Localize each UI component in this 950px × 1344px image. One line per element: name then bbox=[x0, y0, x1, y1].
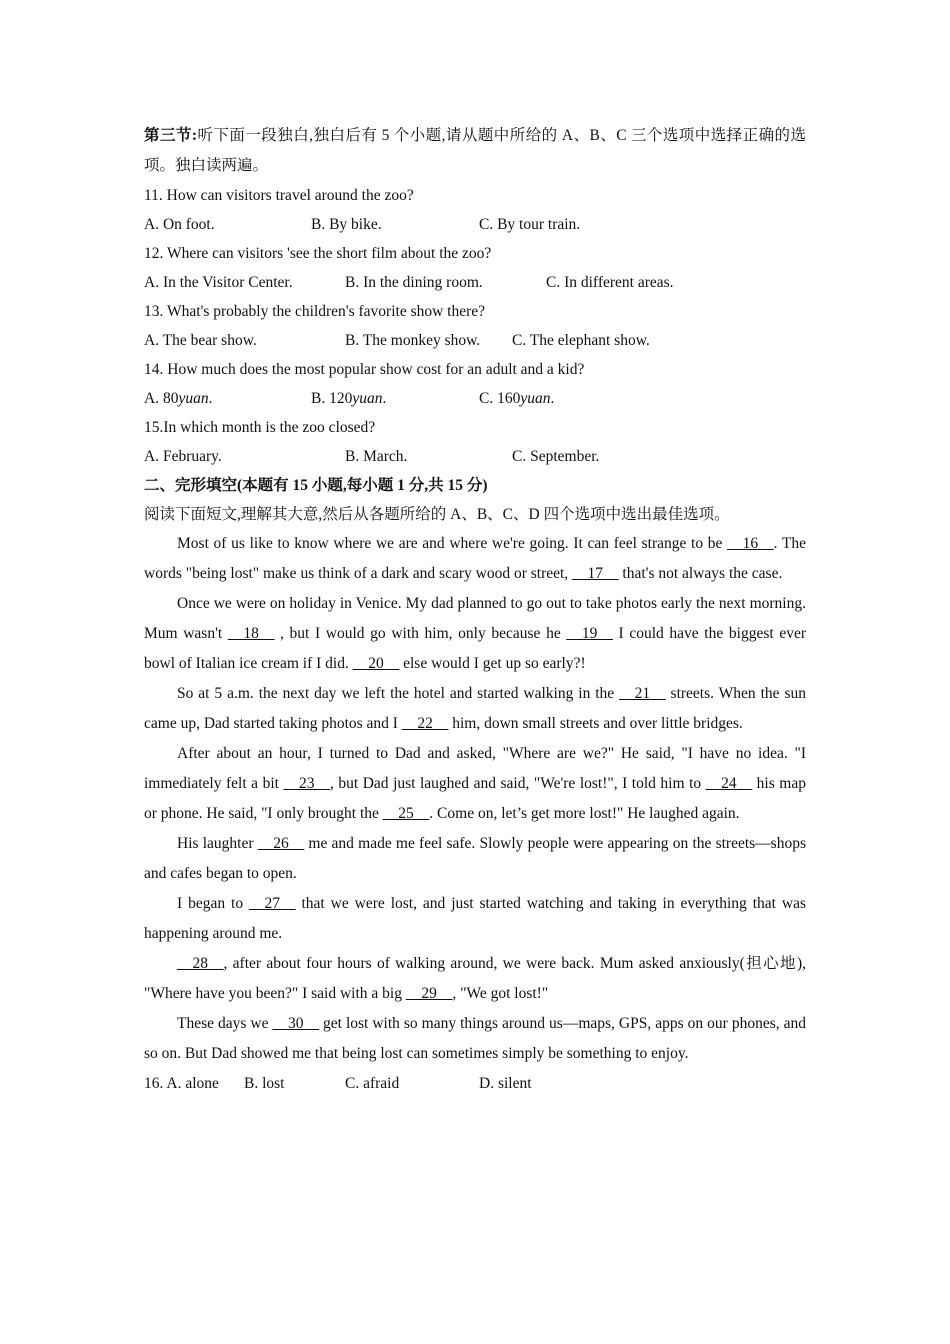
blank-16: __16__ bbox=[727, 535, 774, 552]
passage-paragraph-3: So at 5 a.m. the next day we left the hotel and started walking in the __21__ streets. When the sun came up, Dad started taking photos and I __22__ him, down small streets and over little bridges. bbox=[144, 685, 807, 732]
option-b: B. The monkey show. bbox=[345, 332, 481, 349]
passage-paragraph-1: Most of us like to know where we are and where we're going. It can feel strange to be __16__. The words "being lost" make us think of a dark and scary wood or street, __17__ that's not always the case. bbox=[144, 535, 806, 582]
question-13-options bbox=[144, 326, 806, 355]
exam-page bbox=[144, 121, 806, 1098]
option-c: C. By tour train. bbox=[479, 216, 581, 233]
question-15-options bbox=[144, 442, 806, 471]
option-b: B. lost bbox=[244, 1075, 285, 1092]
blank-24: __24__ bbox=[705, 775, 753, 792]
option-c: C. The elephant show. bbox=[512, 332, 650, 349]
blank-22: __22__ bbox=[401, 715, 449, 732]
option-a: A. In the Visitor Center. bbox=[144, 274, 293, 291]
passage-paragraph-6: I began to __27__ that we were lost, and just started watching and taking in everything that was happening around me. bbox=[144, 895, 806, 942]
section3-heading: 第三节: bbox=[144, 127, 198, 144]
option-c: C. 160yuan. bbox=[479, 390, 555, 407]
question-12: 12. Where can visitors 'see the short film about the zoo? bbox=[144, 245, 492, 262]
option-b: B. 120yuan. bbox=[311, 390, 387, 407]
part2-heading: 二、完形填空(本题有 15 小题,每小题 1 分,共 15 分) bbox=[144, 477, 488, 494]
passage-paragraph-2: Once we were on holiday in Venice. My dad planned to go out to take photos early the next morning. Mum wasn't __18__ , but I would go with him, only because he __19__ I could have the biggest ever bowl of Italian ice cream if I did. __20__ else would I get up so early?! bbox=[144, 595, 806, 672]
blank-25: __25__ bbox=[382, 805, 430, 822]
blank-30: __30__ bbox=[272, 1015, 319, 1032]
blank-26: __26__ bbox=[257, 835, 305, 852]
blank-23: __23__ bbox=[283, 775, 330, 792]
option-c: C. September. bbox=[512, 448, 600, 465]
question-13: 13. What's probably the children's favorite show there? bbox=[144, 303, 486, 320]
option-c: C. afraid bbox=[345, 1075, 400, 1092]
blank-29: __29__ bbox=[405, 985, 453, 1002]
option-b: B. In the dining room. bbox=[345, 274, 483, 291]
passage-paragraph-8: These days we __30__ get lost with so many things around us—maps, GPS, apps on our phones, and so on. But Dad showed me that being lost can sometimes simply be something to enjoy. bbox=[144, 1015, 806, 1062]
blank-20: __20__ bbox=[352, 655, 400, 672]
question-15: 15.In which month is the zoo closed? bbox=[144, 419, 376, 436]
question-11-options bbox=[144, 210, 806, 239]
section3-instruction: 听下面一段独白,独白后有 5 个小题,请从题中所给的 A、B、C 三个选项中选择正确的选项。独白读两遍。 bbox=[144, 127, 806, 174]
question-14-options bbox=[144, 384, 806, 413]
option-a: A. 80yuan. bbox=[144, 390, 213, 407]
option-b: B. By bike. bbox=[311, 216, 382, 233]
option-c: C. In different areas. bbox=[546, 274, 674, 291]
blank-27: __27__ bbox=[249, 895, 296, 912]
blank-28: __28__ bbox=[177, 955, 224, 972]
question-12-options bbox=[144, 268, 806, 297]
blank-17: __17__ bbox=[572, 565, 619, 582]
option-a: A. The bear show. bbox=[144, 332, 257, 349]
option-a: 16. A. alone bbox=[144, 1075, 219, 1092]
blank-21: __21__ bbox=[619, 685, 666, 702]
question-16-options bbox=[144, 1069, 806, 1098]
option-b: B. March. bbox=[345, 448, 408, 465]
option-a: A. February. bbox=[144, 448, 222, 465]
option-d: D. silent bbox=[479, 1075, 532, 1092]
blank-18: __18__ bbox=[227, 625, 275, 642]
blank-19: __19__ bbox=[566, 625, 613, 642]
option-a: A. On foot. bbox=[144, 216, 215, 233]
passage-paragraph-7: __28__, after about four hours of walking around, we were back. Mum asked anxiously(担心地), "Where have you been?" I said with a big __29__, "We got lost!" bbox=[144, 955, 806, 1002]
section3-intro bbox=[144, 121, 806, 181]
question-11: 11. How can visitors travel around the zoo? bbox=[144, 187, 414, 204]
question-14: 14. How much does the most popular show cost for an adult and a kid? bbox=[144, 361, 585, 378]
passage-paragraph-4: After about an hour, I turned to Dad and asked, "Where are we?" He said, "I have no idea. "I immediately felt a bit __23__, but Dad just laughed and said, "We're lost!", I told him to __24__ his map or phone. He said, "I only brought the __25__. Come on, let’s get more lost!" He laughed again. bbox=[144, 745, 806, 822]
passage-paragraph-5: His laughter __26__ me and made me feel safe. Slowly people were appearing on the streets—shops and cafes began to open. bbox=[144, 835, 806, 882]
part2-instruction: 阅读下面短文,理解其大意,然后从各题所给的 A、B、C、D 四个选项中选出最佳选项。 bbox=[144, 506, 730, 523]
